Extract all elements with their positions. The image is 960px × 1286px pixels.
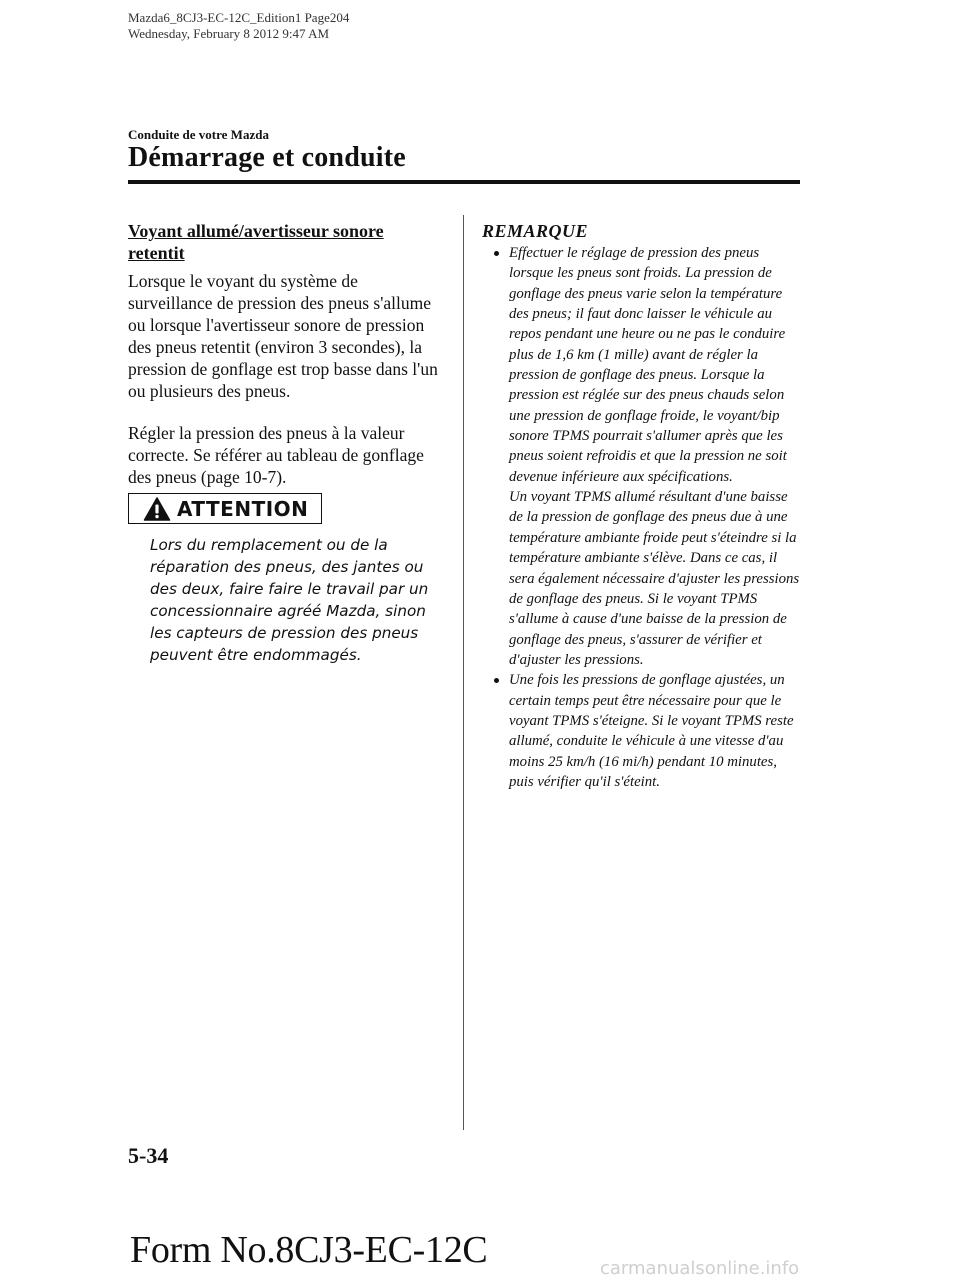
note-item-1-text-2: Un voyant TPMS allumé résultant d'une baisse de la pression de gonflage des pneus due à une température ambiante froide peut s'éteindre si la température ambiante s'élève. Dans ce cas, il sera également nécessaire d'ajuster les pressions de gonflage des pneus. Si le voyant TPMS s'allume à cause d'une baisse de la pression de gonflage des pneus, s'assurer de vérifier et d'ajuster les pressions.: [509, 489, 800, 668]
left-column: [128, 220, 440, 508]
remarque-title: REMARQUE: [482, 221, 589, 241]
page-title: Démarrage et conduite: [128, 142, 406, 173]
print-info-line2: Wednesday, February 8 2012 9:47 AM: [128, 26, 330, 41]
title-rule: [128, 180, 800, 184]
print-info-line1: Mazda6_8CJ3-EC-12C_Edition1 Page204: [128, 10, 350, 25]
attention-box: [128, 493, 322, 524]
right-column: [482, 220, 800, 792]
attention-text: Lors du remplacement ou de la réparation des pneus, des jantes ou des deux, faire faire le travail par un concessionnaire agréé Mazda, sinon les capteurs de pression des pneus peuvent être endommagés.: [150, 536, 429, 664]
form-number: Form No.8CJ3-EC-12C: [130, 1229, 488, 1271]
note-item-2-text: Une fois les pressions de gonflage ajustées, un certain temps peut être nécessaire pour que le voyant TPMS s'éteigne. Si le voyant TPMS reste allumé, conduite le véhicule à une vitesse d'au moins 25 km/h (16 mi/h) pendant 10 minutes, puis vérifier qu'il s'éteint.: [509, 672, 794, 790]
paragraph-2: Régler la pression des pneus à la valeur correcte. Se référer au tableau de gonflage des pneus (page 10-7).: [128, 423, 424, 487]
warning-triangle-icon: [143, 496, 171, 522]
attention-label: ATTENTION: [177, 496, 309, 521]
section-label: Conduite de votre Mazda: [128, 127, 269, 142]
paragraph-1: Lorsque le voyant du système de surveillance de pression des pneus s'allume ou lorsque l'avertisseur sonore de pression des pneus retentit (environ 3 secondes), la pression de gonflage est trop basse dans l'un ou plusieurs des pneus.: [128, 271, 438, 401]
column-divider: [463, 215, 464, 1130]
bullet-icon: [494, 251, 499, 256]
print-info: [128, 10, 349, 42]
page-number: 5-34: [128, 1143, 169, 1168]
note-item-1-text: Effectuer le réglage de pression des pneus lorsque les pneus sont froids. La pression de gonflage des pneus varie selon la température des pneus; il faut donc laisser le véhicule au repos pendant une heure ou ne pas le conduire plus de 1,6 km (1 mille) avant de régler la pression de gonflage des pneus. Lorsque la pression est réglée sur des pneus chauds selon une pression de gonflage froide, le voyant/bip sonore TPMS pourrait s'allumer après que les pneus soient refroidis et que la pression ne soit devenue inférieure aux spécifications.: [509, 245, 787, 485]
note-item-2: [482, 670, 800, 792]
subheading: Voyant allumé/avertisseur sonore retentit: [128, 221, 384, 263]
watermark: carmanualsonline.info: [600, 1258, 800, 1279]
bullet-icon: [494, 678, 499, 683]
note-item-1: [482, 243, 800, 670]
